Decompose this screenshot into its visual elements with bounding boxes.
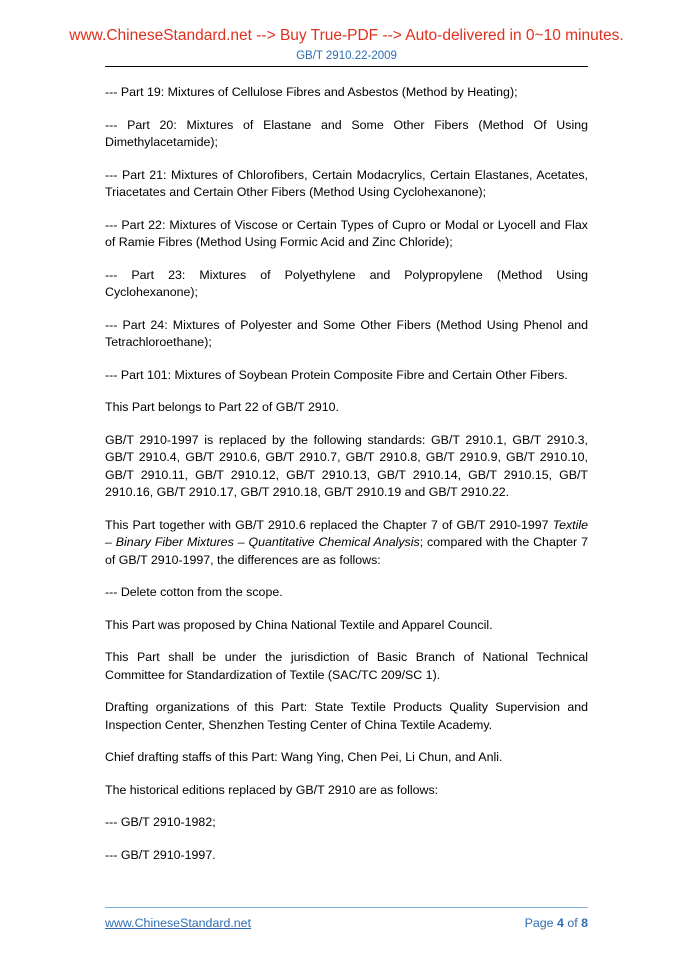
current-page-number: 4 (556, 916, 564, 930)
page-indicator (525, 916, 588, 930)
top-banner[interactable]: www.ChineseStandard.net --> Buy True-PDF --> Auto-delivered in 0~10 minutes. (69, 27, 624, 44)
chapter-7-text-after: ; compared with the Chapter 7 of GB/T 2910-1997, the differences are as follows: (105, 535, 588, 567)
standard-code: GB/T 2910.22-2009 (296, 50, 397, 62)
paragraph-delete-cotton: --- Delete cotton from the scope. (105, 585, 283, 599)
paragraph-part-22: --- Part 22: Mixtures of Viscose or Certain Types of Cupro or Modal or Lyocell and Flax of Ramie Fibres (Method Using Formic Acid and Zinc Chloride); (105, 217, 588, 249)
paragraph-belongs: This Part belongs to Part 22 of GB/T 2910. (105, 400, 339, 414)
page-of: of (563, 916, 582, 930)
footer-website-link[interactable]: www.ChineseStandard.net (105, 916, 252, 930)
paragraph-jurisdiction: This Part shall be under the jurisdiction of Basic Branch of National Technical Committee for Standardization of Textile (SAC/TC 209/SC 1). (105, 650, 588, 682)
paragraph-drafting-staff: Chief drafting staffs of this Part: Wang Ying, Chen Pei, Li Chun, and Anli. (105, 750, 503, 764)
paragraph-edition-1997: --- GB/T 2910-1997. (105, 847, 216, 862)
paragraph-part-21: --- Part 21: Mixtures of Chlorofibers, Certain Modacrylics, Certain Elastanes, Acetates, Triacetates and Certain Other Fibers (Method Using Cyclohexanone); (105, 167, 588, 199)
page-prefix: Page (524, 916, 557, 930)
header-divider (105, 66, 588, 67)
paragraph-part-20: --- Part 20: Mixtures of Elastane and Some Other Fibers (Method Of Using Dimethylacetamide); (105, 117, 588, 149)
paragraph-replaced-by: GB/T 2910-1997 is replaced by the following standards: GB/T 2910.1, GB/T 2910.3, GB/T 2910.4, GB/T 2910.6, GB/T 2910.7, GB/T 2910.8, GB/T 2910.9, GB/T 2910.10, GB/T 2910.11, GB/T 2910.12, GB/T 2910.13, GB/T 2910.14, GB/T 2910.15, GB/T 2910.16, GB/T 2910.17, GB/T 2910.18, GB/T 2910.19 and GB/T 2910.22. (105, 432, 588, 499)
paragraph-edition-1982: --- GB/T 2910-1982; (105, 815, 216, 829)
paragraph-part-101: --- Part 101: Mixtures of Soybean Protein Composite Fibre and Certain Other Fibers. (105, 367, 568, 382)
total-pages-number: 8 (581, 916, 588, 930)
paragraph-part-19: --- Part 19: Mixtures of Cellulose Fibres and Asbestos (Method by Heating); (105, 85, 518, 99)
standard-title-italic: Textile – Binary Fiber Mixtures – Quantitative Chemical Analysis (105, 517, 588, 549)
document-body (105, 84, 588, 864)
chapter-7-text-before: This Part together with GB/T 2910.6 replaced the Chapter 7 of GB/T 2910-1997 (105, 517, 553, 532)
paragraph-proposed-by: This Part was proposed by China National Textile and Apparel Council. (105, 617, 493, 632)
paragraph-drafting-orgs: Drafting organizations of this Part: State Textile Products Quality Supervision and Inspection Center, Shenzhen Testing Center of China Textile Academy. (105, 700, 588, 732)
footer-divider (105, 907, 588, 908)
paragraph-chapter-7 (105, 517, 588, 570)
paragraph-part-23: --- Part 23: Mixtures of Polyethylene and Polypropylene (Method Using Cyclohexanone); (105, 267, 588, 299)
paragraph-part-24: --- Part 24: Mixtures of Polyester and Some Other Fibers (Method Using Phenol and Tetrachloroethane); (105, 317, 588, 349)
paragraph-historical-editions: The historical editions replaced by GB/T 2910 are as follows: (105, 782, 439, 797)
